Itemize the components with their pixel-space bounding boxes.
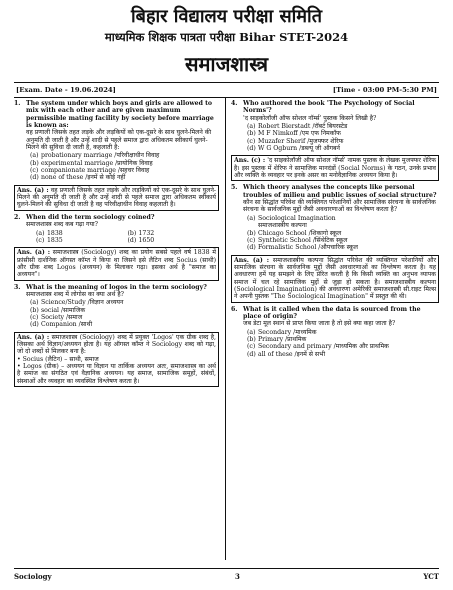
option-c: (c) Society /समाज	[30, 313, 83, 321]
option-d: (d) Formalistic School /औपचारिक स्कूल	[247, 244, 358, 252]
answer-box-2	[14, 247, 219, 280]
option-d: (d) 1650	[127, 236, 155, 244]
question-english: The system under which boys and girls are allowed to mix with each other and are given maximum permissible mating facility by society before marriage is known as:	[26, 100, 214, 130]
question-hindi: जब डेटा मूल स्थान से प्राप्त किया जाता है तो इसे क्या कहा जाता है?	[243, 320, 396, 328]
exam-date: [Exam. Date - 19.06.2024]	[16, 86, 116, 94]
question-4	[231, 100, 439, 153]
options	[247, 215, 439, 252]
option-d: (d) W G Ogburn /डब्ल्यू जी ऑगबर्न	[247, 145, 340, 153]
answer-label: Ans. (a) :	[17, 333, 50, 341]
option-c: (c) Secondary and primary /माध्यमिक और प्राथमिक	[247, 343, 389, 351]
answer-text: वह प्रणाली जिसके तहत लड़के और लड़कियों को एक-दूसरे के साथ घुलने-मिलने की अनुमति दी जाती है और उन्हें शादी से पहले समाज द्वारा अधिकतम स्वीकार्य घुलने-मिलने की सुविधा दी जाती है वह परिवीक्षाधीन विवाह कहलाती है।	[17, 186, 216, 209]
option-b: (b) M F Nimkoff /एम एफ निमकॉफ	[247, 130, 341, 138]
question-english: Which theory analyses the concepts like personal troubles of milieu and public issues of social structure?	[243, 184, 437, 199]
publisher-mark: YCT	[423, 571, 439, 581]
options	[247, 329, 439, 358]
question-6	[231, 306, 439, 359]
column-divider	[225, 98, 226, 560]
options	[30, 152, 219, 181]
options	[247, 123, 439, 152]
answer-text: समाजशास्त्र (Sociology) शब्द का प्रयोग सबसे पहले वर्ष 1838 में फ्रांसीसी दार्शनिक ऑगस्त कॉम्त ने किया था जिसने इसे लैटिन शब्द Socius (साथी) और ग्रीक शब्द Logos (अध्ययन) के मिलाकर गढ़ा। इसका अर्थ है "समाज का अध्ययन"।	[17, 249, 216, 279]
option-a: (a) Robert Bierstadt /रॉबर्ट बियरस्टेड	[247, 123, 348, 131]
answer-text: समाजशास्त्रीय कल्पना सिद्धांत परिवेश की व्यक्तिगत परेशानियों और सामाजिक संरचना के सार्वजनिक मुद्दों जैसी अवधारणाओं का विश्लेषण करता है। यह अवधारणा हमें यह समझने के लिए प्रेरित करती है कि किसी व्यक्ति का अनुभव व्यापक समाज में चल रहे सामाजिक मुद्दों से जुड़ा हो सकता है। समाजशास्त्रीय कल्पना (Sociological Imagination) की अवधारणा अमेरिकी समाजशास्त्री सी.राइट मिल्स ने अपनी पुस्तक "The Sociological Imagination" में प्रस्तुत की थी।	[234, 256, 436, 301]
page-number: 3	[235, 571, 240, 581]
answer-text: समाजशास्त्र (Sociology) शब्द में प्रयुक्त 'Logos' एक ग्रीक शब्द है, जिसका अर्थ विज्ञान/अध्ययन होता है। यह ऑगस्त कॉम्त ने Sociology शब्द को गढ़ा, जो दो शब्दों से मिलकर बना है:	[17, 333, 216, 356]
answer-label: Ans. (a) :	[17, 186, 49, 194]
page-footer	[14, 568, 439, 583]
answer-label: Ans. (a) :	[17, 249, 50, 257]
answer-box-3	[14, 332, 219, 387]
question-hindi: कौन सा सिद्धांत परिवेश की व्यक्तिगत परेशानियों और सामाजिक संरचना के सार्वजनिक संरचना के सार्वजनिक मुद्दों जैसी अवधारणाओं का विश्लेषण करता है?	[243, 199, 436, 214]
exam-time: [Time - 03:00 PM-5:30 PM]	[332, 86, 437, 94]
option-b: (b) social /सामाजिक	[30, 306, 86, 314]
question-3	[14, 284, 219, 330]
option-d: (d) none of these /इनमें से कोई नहीं	[30, 174, 126, 182]
question-hindi: 'द साइकोलॉजी ऑफ सोशल नॉर्म्स' पुस्तक किसने लिखी है?	[243, 114, 377, 122]
answer-label: Ans. (a) :	[234, 256, 270, 264]
answer-bullet: • Socius (लैटिन) – साथी, समाज	[17, 355, 99, 363]
option-a-sub: समाजशास्त्रीय कल्पना	[258, 222, 307, 230]
question-hindi: वह प्रणाली जिसके तहत लड़के और लड़कियों को एक-दूसरे के साथ घुलने-मिलने की अनुमति दी जाती है और उन्हें शादी से पहले समाज द्वारा अधिकतम स्वीकार्य घुलने-मिलने की सुविधा दी जाती है, कहलाती है:	[26, 129, 212, 152]
question-english: When did the term sociology coined?	[26, 213, 155, 221]
question-number: 6.	[231, 305, 238, 313]
question-number: 1.	[14, 100, 21, 107]
option-c: (c) 1835	[36, 236, 63, 244]
question-number: 5.	[231, 184, 238, 192]
question-2	[14, 214, 219, 245]
question-number: 2.	[14, 213, 21, 221]
question-english: What is it called when the data is sourced from the place of origin?	[243, 305, 421, 320]
option-d: (d) Companion /साथी	[30, 321, 93, 329]
footer-subject: Sociology	[14, 571, 52, 581]
options	[36, 230, 219, 245]
answer-box-5	[231, 255, 439, 303]
option-b: (b) Chicago School /शिकागो स्कूल	[247, 229, 342, 237]
option-a: (a) Science/Study /विज्ञान अध्ययन	[30, 299, 124, 307]
options	[30, 299, 219, 328]
question-number: 3.	[14, 283, 21, 291]
option-c: (c) Muzafer Sherif /मुजफ्फर शेरिफ	[247, 137, 344, 145]
answer-label: Ans. (c) :	[234, 157, 266, 165]
option-b: (b) Primary /प्राथमिक	[247, 335, 307, 343]
question-1	[14, 100, 219, 183]
question-hindi: समाजशास्त्र शब्द में लोगोस का क्या अर्थ है?	[26, 290, 124, 298]
answer-text: 'द साइकोलॉजी ऑफ सोशल नॉर्म्स' नामक पुस्तक के लेखक मुजफ्फर शेरिफ है। इस पुस्तक में शेरिफ ने सामाजिक मानदंडों (Social Norms) के गठन, उनके प्रभाव और व्यक्ति के व्यवहार पर इनके असर का मनोवैज्ञानिक अध्ययन किया है।	[234, 157, 437, 180]
exam-meta-bar	[14, 82, 439, 98]
option-c: (c) Synthetic School /सिंथेटिक स्कूल	[247, 236, 348, 244]
answer-bullet: • Logos (ग्रीक) – अध्ययन या विज्ञान या तार्किक अध्ययन अतः, समाजशास्त्र का अर्थ है समाज का संगठित एवं वैज्ञानिक अध्ययन। यह समाज, सामाजिक समूहों, संबंधों, संस्थाओं और व्यवहार का व्यवस्थित विश्लेषण करता है।	[17, 363, 216, 385]
question-english: Who authored the book 'The Psychology of Social Norms'?	[243, 100, 415, 115]
option-a: (a) 1838	[36, 229, 63, 237]
option-a: (a) probationary marriage /परिवीक्षाधीन विवाह	[30, 152, 160, 160]
answer-box-4	[231, 155, 439, 181]
option-a: (a) Sociological Imagination	[247, 214, 336, 222]
board-title: बिहार विद्यालय परीक्षा समिति	[131, 6, 322, 27]
exam-title: माध्यमिक शिक्षक पात्रता परीक्षा Bihar STET-2024	[104, 30, 349, 44]
question-english: What is the meaning of logos in the term sociology?	[26, 283, 207, 291]
left-column	[14, 100, 219, 558]
question-hindi: समाजशास्त्र शब्द कब गढ़ा गया?	[26, 221, 98, 229]
option-b: (b) experimental marriage /प्रायोगिक विवाह	[30, 159, 153, 167]
right-column	[231, 100, 439, 558]
option-d: (d) all of these /इनमें से सभी	[247, 350, 326, 358]
question-number: 4.	[231, 100, 238, 107]
answer-box-1	[14, 185, 219, 211]
subject-title: समाजशास्त्र	[184, 52, 269, 76]
option-a: (a) Secondary /माध्यमिक	[247, 328, 317, 336]
question-5	[231, 184, 439, 252]
option-c: (c) companionate marriage /सहचर विवाह	[30, 167, 150, 175]
option-b: (b) 1732	[127, 229, 155, 237]
